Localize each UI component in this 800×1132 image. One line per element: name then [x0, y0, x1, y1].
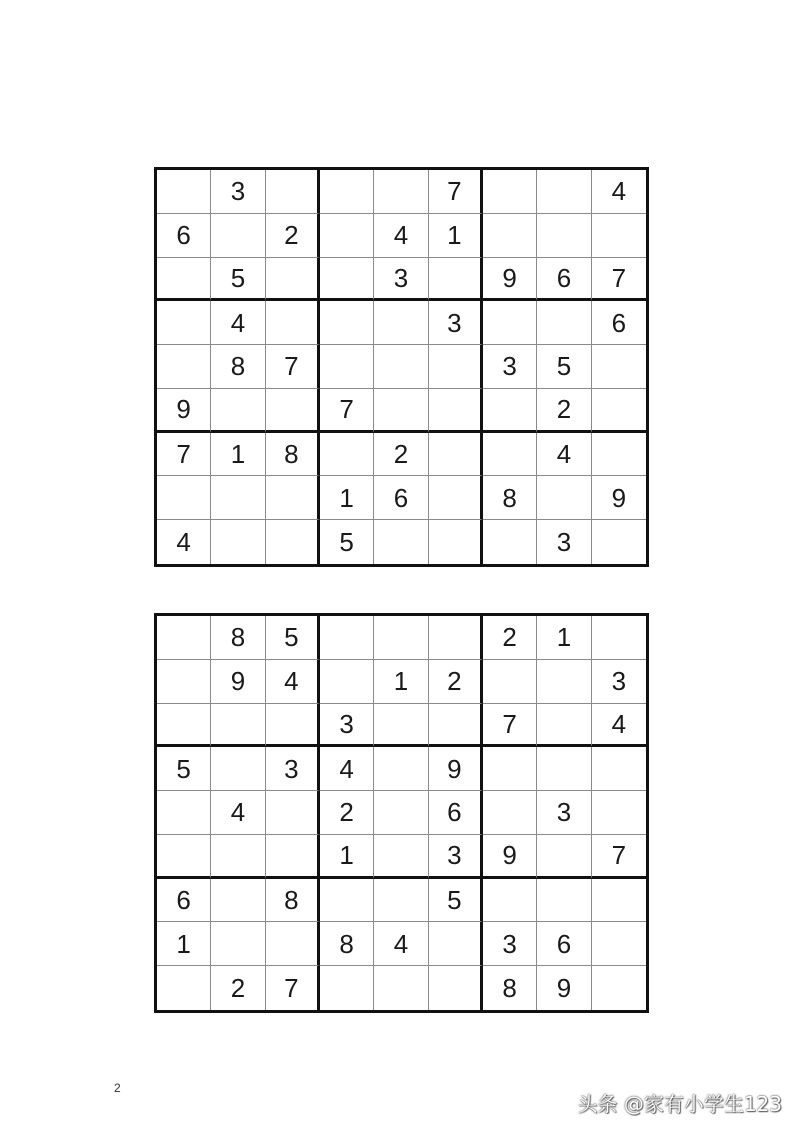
- sudoku-cell: 8: [483, 476, 537, 520]
- sudoku-cell: 3: [483, 345, 537, 389]
- sudoku-cell: 9: [157, 389, 211, 433]
- sudoku-cell: 2: [483, 616, 537, 660]
- sudoku-cell: 8: [483, 966, 537, 1010]
- sudoku-cell: 4: [374, 922, 428, 966]
- sudoku-cell: 2: [266, 214, 320, 258]
- sudoku-cell: [374, 389, 428, 433]
- sudoku-cell: 6: [157, 214, 211, 258]
- sudoku-cell: 7: [157, 433, 211, 477]
- sudoku-cell: [266, 258, 320, 302]
- sudoku-cell: [374, 835, 428, 879]
- sudoku-cell: [483, 660, 537, 704]
- sudoku-cell: [483, 791, 537, 835]
- sudoku-cell: 9: [483, 835, 537, 879]
- sudoku-grid-2: [154, 613, 649, 1013]
- sudoku-cell: 8: [211, 345, 265, 389]
- sudoku-cell: [429, 258, 483, 302]
- sudoku-cell: 1: [320, 476, 374, 520]
- sudoku-cell: 9: [429, 747, 483, 791]
- sudoku-cell: [157, 301, 211, 345]
- sudoku-cell: [320, 214, 374, 258]
- sudoku-cell: 6: [429, 791, 483, 835]
- sudoku-cell: [592, 520, 646, 564]
- sudoku-cell: 6: [537, 258, 591, 302]
- sudoku-cell: [374, 704, 428, 748]
- sudoku-cell: 5: [429, 879, 483, 923]
- sudoku-cell: [537, 835, 591, 879]
- sudoku-cell: 5: [320, 520, 374, 564]
- sudoku-cell: 9: [537, 966, 591, 1010]
- sudoku-cell: 6: [157, 879, 211, 923]
- sudoku-cell: [537, 214, 591, 258]
- sudoku-cell: 7: [429, 170, 483, 214]
- sudoku-cell: [592, 747, 646, 791]
- sudoku-cell: 3: [537, 520, 591, 564]
- sudoku-cell: [320, 616, 374, 660]
- sudoku-cell: 2: [429, 660, 483, 704]
- sudoku-cell: [157, 258, 211, 302]
- sudoku-cell: [483, 389, 537, 433]
- sudoku-cell: 5: [266, 616, 320, 660]
- sudoku-cell: [211, 214, 265, 258]
- sudoku-cell: 3: [429, 301, 483, 345]
- sudoku-cell: 1: [320, 835, 374, 879]
- sudoku-cell: 4: [266, 660, 320, 704]
- sudoku-cell: [266, 389, 320, 433]
- sudoku-cell: 4: [320, 747, 374, 791]
- sudoku-cell: [266, 170, 320, 214]
- sudoku-cell: 2: [374, 433, 428, 477]
- sudoku-cell: [320, 170, 374, 214]
- sudoku-cell: [320, 301, 374, 345]
- sudoku-cell: [592, 433, 646, 477]
- sudoku-cell: [429, 520, 483, 564]
- sudoku-cell: 4: [211, 301, 265, 345]
- sudoku-cell: [483, 879, 537, 923]
- sudoku-cell: [211, 747, 265, 791]
- sudoku-cell: 5: [537, 345, 591, 389]
- sudoku-cell: 3: [211, 170, 265, 214]
- sudoku-cell: [429, 966, 483, 1010]
- sudoku-cell: 3: [374, 258, 428, 302]
- sudoku-cell: [429, 704, 483, 748]
- sudoku-cell: 3: [266, 747, 320, 791]
- sudoku-cell: [483, 747, 537, 791]
- sudoku-cell: 2: [320, 791, 374, 835]
- sudoku-cell: [429, 389, 483, 433]
- sudoku-cell: [374, 966, 428, 1010]
- sudoku-cell: 8: [320, 922, 374, 966]
- sudoku-cell: [483, 520, 537, 564]
- sudoku-cell: 3: [592, 660, 646, 704]
- sudoku-cell: [266, 301, 320, 345]
- sudoku-cell: 9: [483, 258, 537, 302]
- sudoku-cell: [320, 660, 374, 704]
- sudoku-cell: [592, 966, 646, 1010]
- sudoku-cell: 6: [592, 301, 646, 345]
- sudoku-cell: 6: [537, 922, 591, 966]
- sudoku-cell: [320, 345, 374, 389]
- sudoku-cell: [429, 433, 483, 477]
- sudoku-cell: [266, 835, 320, 879]
- sudoku-cell: [483, 170, 537, 214]
- watermark: 头条 @家有小学生123: [577, 1092, 782, 1116]
- sudoku-cell: [483, 433, 537, 477]
- sudoku-cell: [374, 301, 428, 345]
- sudoku-cell: [211, 520, 265, 564]
- sudoku-cell: 9: [211, 660, 265, 704]
- sudoku-cell: [374, 879, 428, 923]
- sudoku-cell: [537, 301, 591, 345]
- sudoku-cell: 7: [592, 835, 646, 879]
- sudoku-cell: 5: [211, 258, 265, 302]
- sudoku-cell: [320, 258, 374, 302]
- sudoku-cell: [211, 389, 265, 433]
- sudoku-cell: 1: [157, 922, 211, 966]
- sudoku-cell: 3: [537, 791, 591, 835]
- sudoku-cell: [592, 922, 646, 966]
- sudoku-cell: 5: [157, 747, 211, 791]
- sudoku-cell: 4: [211, 791, 265, 835]
- sudoku-cell: 8: [266, 879, 320, 923]
- sudoku-cell: [374, 345, 428, 389]
- sudoku-cell: 1: [211, 433, 265, 477]
- sudoku-cell: 7: [320, 389, 374, 433]
- sudoku-cell: [537, 660, 591, 704]
- sudoku-cell: [157, 660, 211, 704]
- sudoku-cell: [483, 301, 537, 345]
- sudoku-cell: [374, 616, 428, 660]
- sudoku-cell: [592, 791, 646, 835]
- sudoku-cell: [592, 879, 646, 923]
- sudoku-cell: [320, 879, 374, 923]
- sudoku-cell: 3: [483, 922, 537, 966]
- sudoku-cell: [266, 922, 320, 966]
- sudoku-cell: [157, 170, 211, 214]
- sudoku-cell: [211, 879, 265, 923]
- sudoku-cell: 2: [211, 966, 265, 1010]
- sudoku-cell: [374, 791, 428, 835]
- sudoku-cell: [320, 966, 374, 1010]
- sudoku-cell: [429, 476, 483, 520]
- sudoku-cell: 7: [592, 258, 646, 302]
- sudoku-cell: 8: [211, 616, 265, 660]
- sudoku-cell: 3: [320, 704, 374, 748]
- sudoku-cell: [266, 704, 320, 748]
- sudoku-cell: [374, 747, 428, 791]
- sudoku-cell: 4: [374, 214, 428, 258]
- sudoku-cell: 9: [592, 476, 646, 520]
- sudoku-cell: [211, 835, 265, 879]
- sudoku-cell: [320, 433, 374, 477]
- sudoku-cell: 7: [483, 704, 537, 748]
- sudoku-cell: 8: [266, 433, 320, 477]
- sudoku-cell: [157, 835, 211, 879]
- sudoku-cell: [157, 616, 211, 660]
- sudoku-cell: [374, 170, 428, 214]
- page-number: 2: [114, 1081, 121, 1095]
- sudoku-cell: [537, 747, 591, 791]
- sudoku-cell: [157, 966, 211, 1010]
- sudoku-cell: [592, 616, 646, 660]
- sudoku-cell: [429, 616, 483, 660]
- sudoku-cell: 1: [537, 616, 591, 660]
- sudoku-cell: 7: [266, 345, 320, 389]
- sudoku-cell: 1: [374, 660, 428, 704]
- sudoku-cell: [157, 791, 211, 835]
- sudoku-cell: [592, 214, 646, 258]
- sudoku-cell: 4: [157, 520, 211, 564]
- sudoku-cell: [211, 476, 265, 520]
- sudoku-cell: 4: [592, 170, 646, 214]
- sudoku-cell: [537, 879, 591, 923]
- sudoku-cell: [266, 791, 320, 835]
- sudoku-cell: 4: [537, 433, 591, 477]
- sudoku-grid-1: [154, 167, 649, 567]
- sudoku-cell: [537, 170, 591, 214]
- sudoku-cell: [592, 389, 646, 433]
- sudoku-cell: [483, 214, 537, 258]
- sudoku-cell: [157, 704, 211, 748]
- sudoku-cell: [157, 345, 211, 389]
- sudoku-cell: 7: [266, 966, 320, 1010]
- sudoku-cell: [157, 476, 211, 520]
- sudoku-cell: [537, 704, 591, 748]
- sudoku-cell: [429, 345, 483, 389]
- sudoku-cell: 3: [429, 835, 483, 879]
- sudoku-cell: [537, 476, 591, 520]
- sudoku-cell: [211, 922, 265, 966]
- sudoku-cell: [266, 520, 320, 564]
- sudoku-cell: [374, 520, 428, 564]
- sudoku-cell: [429, 922, 483, 966]
- sudoku-cell: 2: [537, 389, 591, 433]
- sudoku-cell: 4: [592, 704, 646, 748]
- sudoku-cell: 1: [429, 214, 483, 258]
- sudoku-cell: [592, 345, 646, 389]
- sudoku-cell: [211, 704, 265, 748]
- sudoku-cell: 6: [374, 476, 428, 520]
- sudoku-cell: [266, 476, 320, 520]
